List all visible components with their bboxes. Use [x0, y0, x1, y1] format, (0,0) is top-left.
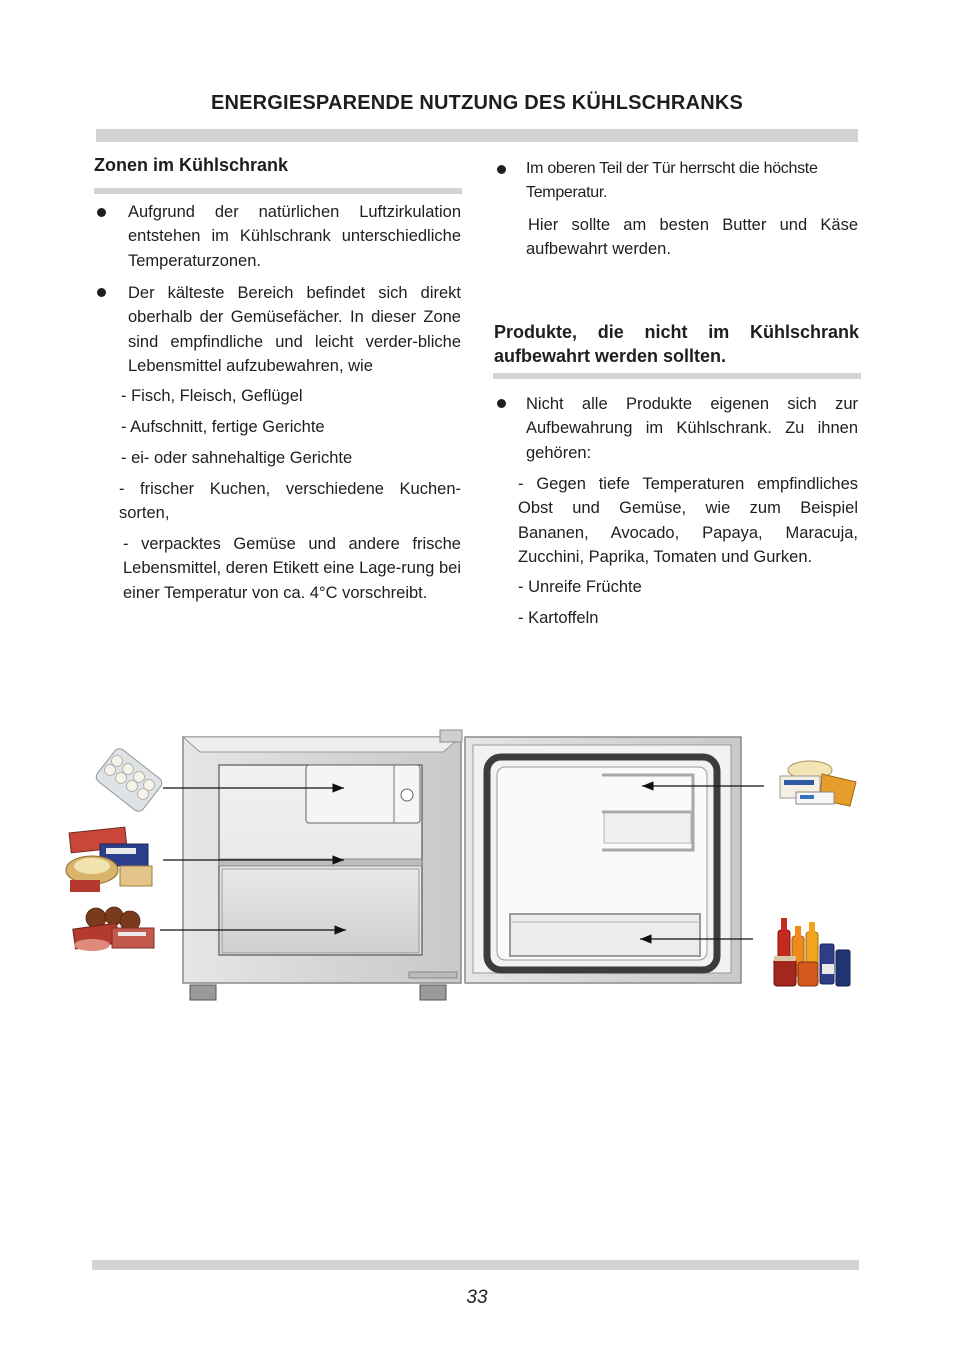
list-item: - ei- oder sahnehaltige Gerichte — [121, 449, 353, 467]
not-in-fridge-rule — [493, 373, 861, 379]
zones-heading-rule — [94, 188, 462, 194]
bullet-icon — [497, 399, 506, 408]
page-number: 33 — [466, 1287, 488, 1308]
page-title: ENERGIESPARENDE NUTZUNG DES KÜHLSCHRANKS — [210, 92, 744, 114]
butter-paragraph: Hier sollte am besten Butter und Käse aufbewahrt werden. — [526, 216, 858, 259]
not-in-fridge-paragraph: Nicht alle Produkte eigenen sich zur Aufbewahrung im Kühlschrank. Zu ihnen gehören: — [526, 395, 858, 462]
eggs-icon — [94, 746, 164, 813]
fridge-door — [465, 737, 741, 983]
list-item: - Fisch, Fleisch, Geflügel — [121, 387, 303, 405]
meat-icon — [70, 906, 158, 956]
cheese-butter-icon — [772, 754, 858, 812]
title-rule — [96, 129, 858, 142]
list-item: - frischer Kuchen, verschiedene Kuchen-sorten, — [119, 480, 461, 523]
bullet-icon — [497, 165, 506, 174]
zones-paragraph-1: Aufgrund der natürlichen Luftzirkulation entstehen im Kühlschrank unterschiedliche Temperaturzonen. — [128, 203, 461, 270]
list-item: - verpacktes Gemüse und andere frische Lebensmittel, deren Etikett eine Lage-rung bei einer Temperatur von ca. 4°C vorschreibt. — [123, 535, 461, 602]
zones-heading: Zonen im Kühlschrank — [94, 155, 289, 175]
list-item: - Kartoffeln — [518, 609, 599, 627]
zones-paragraph-2: Der kälteste Bereich befindet sich direkt oberhalb der Gemüsefächer. In dieser Zone sind empfindliche und leicht verder-bliche Lebensmittel aufzubewahren, wie — [128, 284, 461, 376]
not-in-fridge-heading: Produkte, die nicht im Kühlschrank aufbewahrt werden sollten. — [494, 322, 859, 366]
bullet-icon — [97, 208, 106, 217]
list-item: - Gegen tiefe Temperaturen empfindliches Obst und Gemüse, wie zum Beispiel Bananen, Avocado, Papaya, Maracuja, Zucchini, Paprika, Tomaten und Gurken. — [518, 475, 858, 567]
bullet-icon — [97, 288, 106, 297]
list-item: - Unreife Früchte — [518, 578, 642, 596]
fridge-diagram — [0, 700, 954, 1020]
bottles-jars-icon — [772, 914, 854, 990]
prepared-meals-icon — [64, 827, 154, 892]
fridge-cabinet — [183, 730, 462, 1000]
footer-rule — [92, 1260, 859, 1270]
door-paragraph: Im oberen Teil der Tür herrscht die höchste Temperatur. — [526, 160, 818, 202]
list-item: - Aufschnitt, fertige Gerichte — [121, 418, 325, 436]
